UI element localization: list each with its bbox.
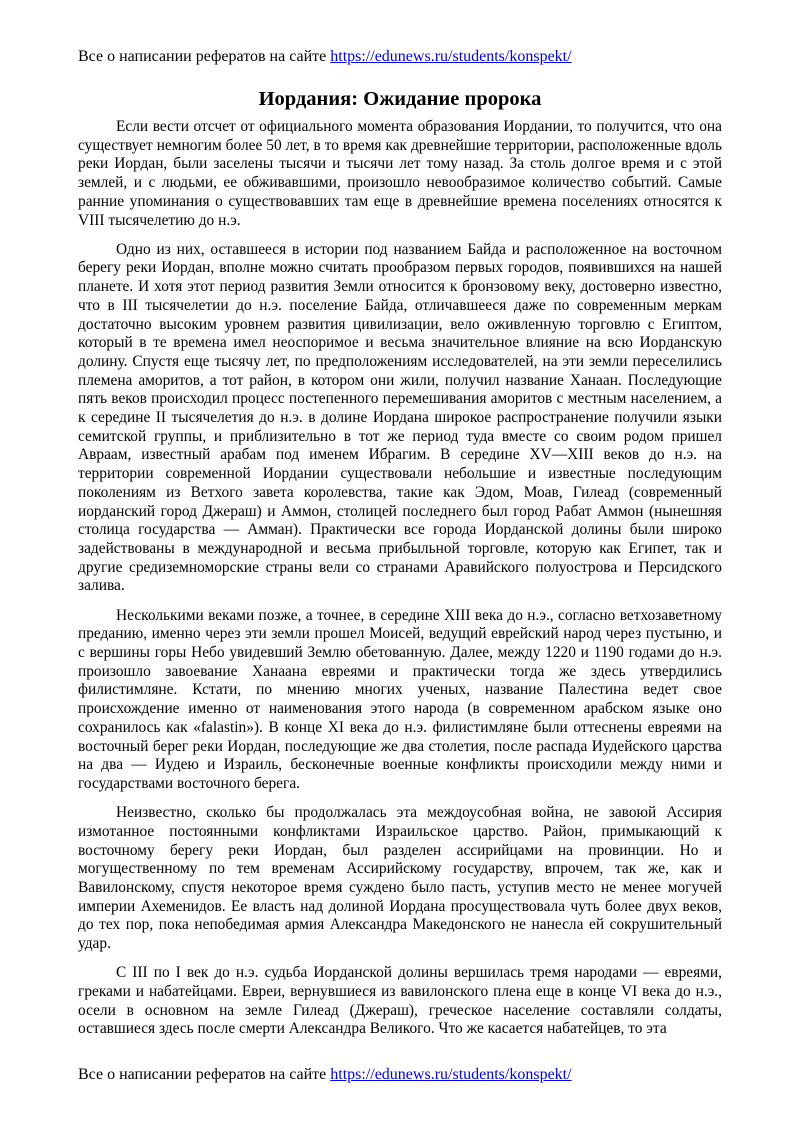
paragraph-5: С III по I век до н.э. судьба Иорданской долины вершилась тремя народами — евреями, греками и набатейцами. Евреи, вернувшиеся из вавилонского плена еще в конце VI века до н.э., осели в основном на земле Гилеад (Джераш), греческое население составляли солдаты, оставшиеся здесь после смерти Александра Великого. Что же касается набатейцев, то эта (78, 964, 722, 1038)
header-link[interactable]: https://edunews.ru/students/konspekt/ (330, 48, 572, 65)
page-header (78, 48, 572, 66)
paragraph-4: Неизвестно, сколько бы продолжалась эта междоусобная война, не завоюй Ассирия измотанное постоянными конфликтами Израильское царство. Район, примыкающий к восточному берегу реки Иордан, был разделен ассирийцами на провинции. Но и могущественному по тем временам Ассирийскому государству, впрочем, так же, как и Вавилонскому, спустя некоторое время суждено было пасть, уступив место не менее могучей империи Ахеменидов. Ее власть над долиной Иордана просуществовала чуть более двух веков, до тех пор, пока непобедимая армия Александра Македонского не нанесла ей сокрушительный удар. (78, 804, 722, 953)
paragraph-3: Несколькими веками позже, а точнее, в середине XIII века до н.э., согласно ветхозаветному преданию, именно через эти земли прошел Моисей, ведущий еврейский народ через пустыню, и с вершины горы Небо увидевший Землю обетованную. Далее, между 1220 и 1190 годами до н.э. произошло завоевание Ханаана евреями и практически тогда же здесь утвердились филистимляне. Кстати, по мнению многих ученых, название Палестина ведет свое происхождение именно от наименования этого народа (в современном арабском языке оно сохранилось как «falastin»). В конце XI века до н.э. филистимляне были оттеснены евреями на восточный берег реки Иордан, последующие же два столетия, после распада Иудейского царства на два — Иудею и Израиль, бесконечные военные конфликты происходили между ними и государствами восточного берега. (78, 606, 722, 792)
footer-text: Все о написании рефератов на сайте (78, 1066, 331, 1083)
page-footer (78, 1066, 572, 1084)
footer-link[interactable]: https://edunews.ru/students/konspekt/ (330, 1066, 572, 1083)
header-text: Все о написании рефератов на сайте (78, 48, 331, 65)
paragraph-1: Если вести отсчет от официального момента образования Иордании, то получится, что она существует немногим более 50 лет, в то время как древнейшие территории, расположенные вдоль реки Иордан, были заселены тысячи и тысячи лет тому назад. За столь долгое время и с этой землей, и с людьми, ее обживавшими, произошло невообразимое количество событий. Самые ранние упоминания о существовавших там еще в древнейшие времена поселениях относятся к VIII тысячелетию до н.э. (78, 118, 722, 229)
document-title: Иордания: Ожидание пророка (258, 88, 542, 110)
paragraph-2: Одно из них, оставшееся в истории под названием Байда и расположенное на восточном берегу реки Иордан, вполне можно считать прообразом первых городов, появившихся на нашей планете. И хотя этот период развития Земли относится к бронзовому веку, достоверно известно, что в III тысячелетии до н.э. поселение Байда, отличавшееся даже по современным меркам достаточно высоким уровнем развития цивилизации, вело оживленную торговлю с Египтом, который в те времена имел неоспоримое и весьма значительное влияние на всю Иорданскую долину. Спустя еще тысячу лет, по предположениям исследователей, на эти земли переселились племена аморитов, а тот район, в котором они жили, получил название Ханаан. Последующие пять веков происходил процесс постепенного перемешивания аморитов с местным населением, а к середине II тысячелетия до н.э. в долине Иордана широкое распространение получили языки семитской группы, и приблизительно в тот же период туда вместе со своим родом пришел Авраам, известный арабам под именем Ибрагим. В середине XV—XIII веков до н.э. на территории современной Иордании существовали небольшие и известные последующим поколениям из Ветхого завета королевства, такие как Эдом, Моав, Гилеад (современный иорданский город Джераш) и Аммон, столицей последнего был город Рабат Аммон (нынешняя столица государства — Амман). Практически все города Иорданской долины были широко задействованы в международной и весьма прибыльной торговле, которую как Египет, так и другие средиземноморские страны вели со странами Аравийского полуострова и Персидского залива. (78, 240, 722, 595)
document-body (78, 86, 722, 1050)
